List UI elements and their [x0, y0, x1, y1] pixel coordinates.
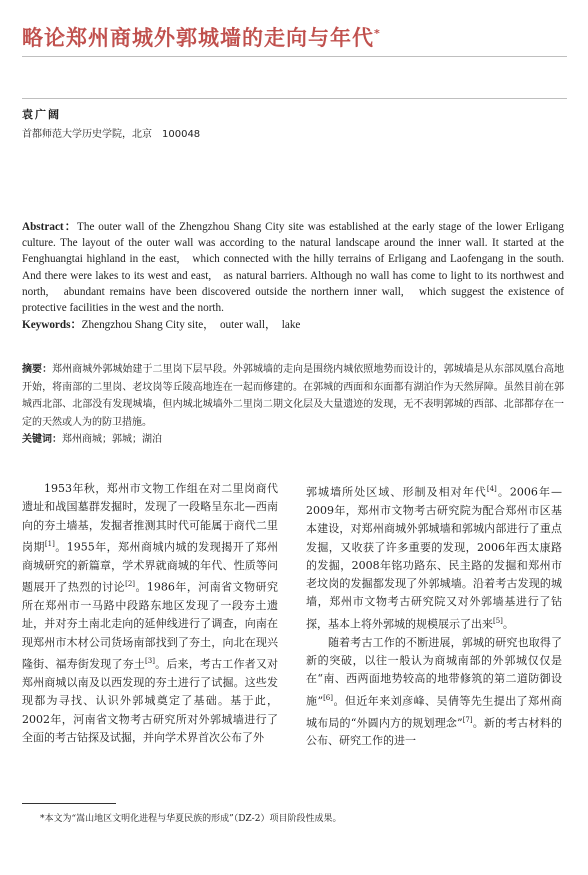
title-text: 略论郑州商城外郭城墙的走向与年代	[22, 26, 374, 50]
body-text: 1953年秋，郑州市文物工作组在对二里岗商代遗址和战国墓群发掘时，发现了一段略呈东北—西南向的夯土墙基，发掘者推测其时代可能属于商代二里岗期	[22, 482, 278, 554]
footnote-divider	[22, 803, 116, 804]
body-text: 。新的考古材料的公布、研究工作的进一	[306, 716, 563, 748]
keywords-line	[22, 317, 564, 333]
zh-keywords-text: 郑州商城；郭城；湖泊	[62, 434, 162, 446]
body-left-column	[22, 480, 278, 747]
keywords-label: Keywords：	[22, 319, 82, 332]
author-divider	[22, 98, 567, 99]
citation-3: [3]	[145, 656, 155, 665]
zh-keywords-line	[22, 431, 564, 449]
body-text: 。	[502, 617, 514, 631]
body-text: 随着考古工作的不断进展，郭城的研究也取得了新的突破，以往一般认为商城南部的外郭城仅仅是在“南、西两面地势较高的地带修筑的第二道防御设施”	[306, 635, 562, 708]
body-paragraph-continued	[306, 480, 562, 634]
footnote: *本文为“嵩山地区文明化进程与华夏民族的形成”（DZ-2）项目阶段性成果。	[40, 814, 342, 824]
author-name: 袁广阔	[22, 108, 61, 121]
body-text: 郭城墙所处区域、形制及相对年代	[306, 485, 487, 499]
abstract-label: Abstract：	[22, 221, 78, 233]
abstract-text: The outer wall of the Zhengzhou Shang City site was established at the early stage of the lower Erligang culture. The layout of the outer wall was according to the natural landscape around the inner wall. It started at the Fenghuangtai highland in the east, which connected with the hilly terrains of Erligang and Laofengang in the south. And there were lakes to its west and east, as natural barriers. Although no wall has come to light to its northwest and north, abundant remains have been discovered outside the northern inner wall, which suggest the existence of protective facilities in the west and the north.	[22, 221, 564, 315]
body-text: 。2006年—2009年，郑州市文物考古研究院为配合郑州市区基本建设，对郑州商城外郭城墙和郭城内部进行了重点发掘，又收获了许多重要的发现，2006年西太康路的发掘，2008年铭功路东、民主路的发掘和郑州市老坟岗的发掘都发现了外郭城墙。沿着考古发现的城墙，郑州市文物考古研究院又对外郭墙基进行了钻探，基本上将外郭城的规模展示了出来	[306, 485, 563, 631]
body-right-column	[306, 480, 562, 751]
zh-abstract-label: 摘要：	[22, 364, 53, 375]
chinese-abstract	[22, 361, 564, 449]
english-abstract	[22, 219, 564, 333]
citation-5: [5]	[493, 616, 503, 625]
citation-2: [2]	[125, 580, 136, 589]
zh-keywords-label: 关键词：	[22, 434, 62, 446]
title-footnote-mark: *	[374, 27, 381, 40]
citation-1: [1]	[44, 539, 55, 548]
body-paragraph	[306, 634, 562, 751]
citation-4: [4]	[486, 485, 497, 493]
author-affiliation: 首都师范大学历史学院，北京 100048	[22, 129, 201, 140]
title-divider	[22, 56, 567, 57]
keywords-text: Zhengzhou Shang City site， outer wall， lake	[81, 319, 301, 332]
abstract-paragraph	[22, 219, 564, 316]
body-text: 。1955年，郑州商城内城的发现揭开了郑州商城研究的新篇章，学术界就商城的年代、性质等问题展开了热烈的讨论	[22, 540, 279, 594]
body-text: 。1986年，河南省文物研究所在郑州市一马路中段路东地区发现了一段夯土遗址，并对夯土南北走向的延伸线进行了调查，向南在现郑州市木材公司货场南部找到了夯土，向北在现兴隆街、福寿街发现了夯土	[22, 580, 279, 671]
article-title	[22, 22, 567, 52]
citation-6: [6]	[323, 693, 333, 702]
body-text: 。后来，考古工作者又对郑州商城以南及以西发现的夯土进行了试掘。这些发现都为寻找、认识外郭城奠定了基础。基于此，2002年，河南省文物考古研究所对外郭城墙进行了全面的考古钻探及试掘，并向学术界首次公布了外	[22, 657, 279, 744]
body-paragraph	[22, 480, 278, 747]
zh-abstract-text: 郑州商城外郭城始建于二里岗下层早段。外郭城墙的走向是围绕内城依照地势而设计的，郭城墙是从东部凤凰台高地开始，将南部的二里岗、老坟岗等丘陵高地连在一起而修建的。在郭城的西面和东面都有湖泊作为天然屏障。虽然目前在郭城西北部、北部没有发现城墙，但内城北城墙外二里岗二期文化层及大量遗迹的发现，无不表明郭城的西部、北部都存在一定的天然或人为的防卫措施。	[22, 364, 565, 428]
body-text: 。但近年来刘彦峰、吴倩等先生提出了郑州商城布局的“外圆内方的规划理念”	[306, 694, 563, 730]
zh-abstract-paragraph	[22, 361, 564, 431]
citation-7: [7]	[462, 715, 473, 724]
